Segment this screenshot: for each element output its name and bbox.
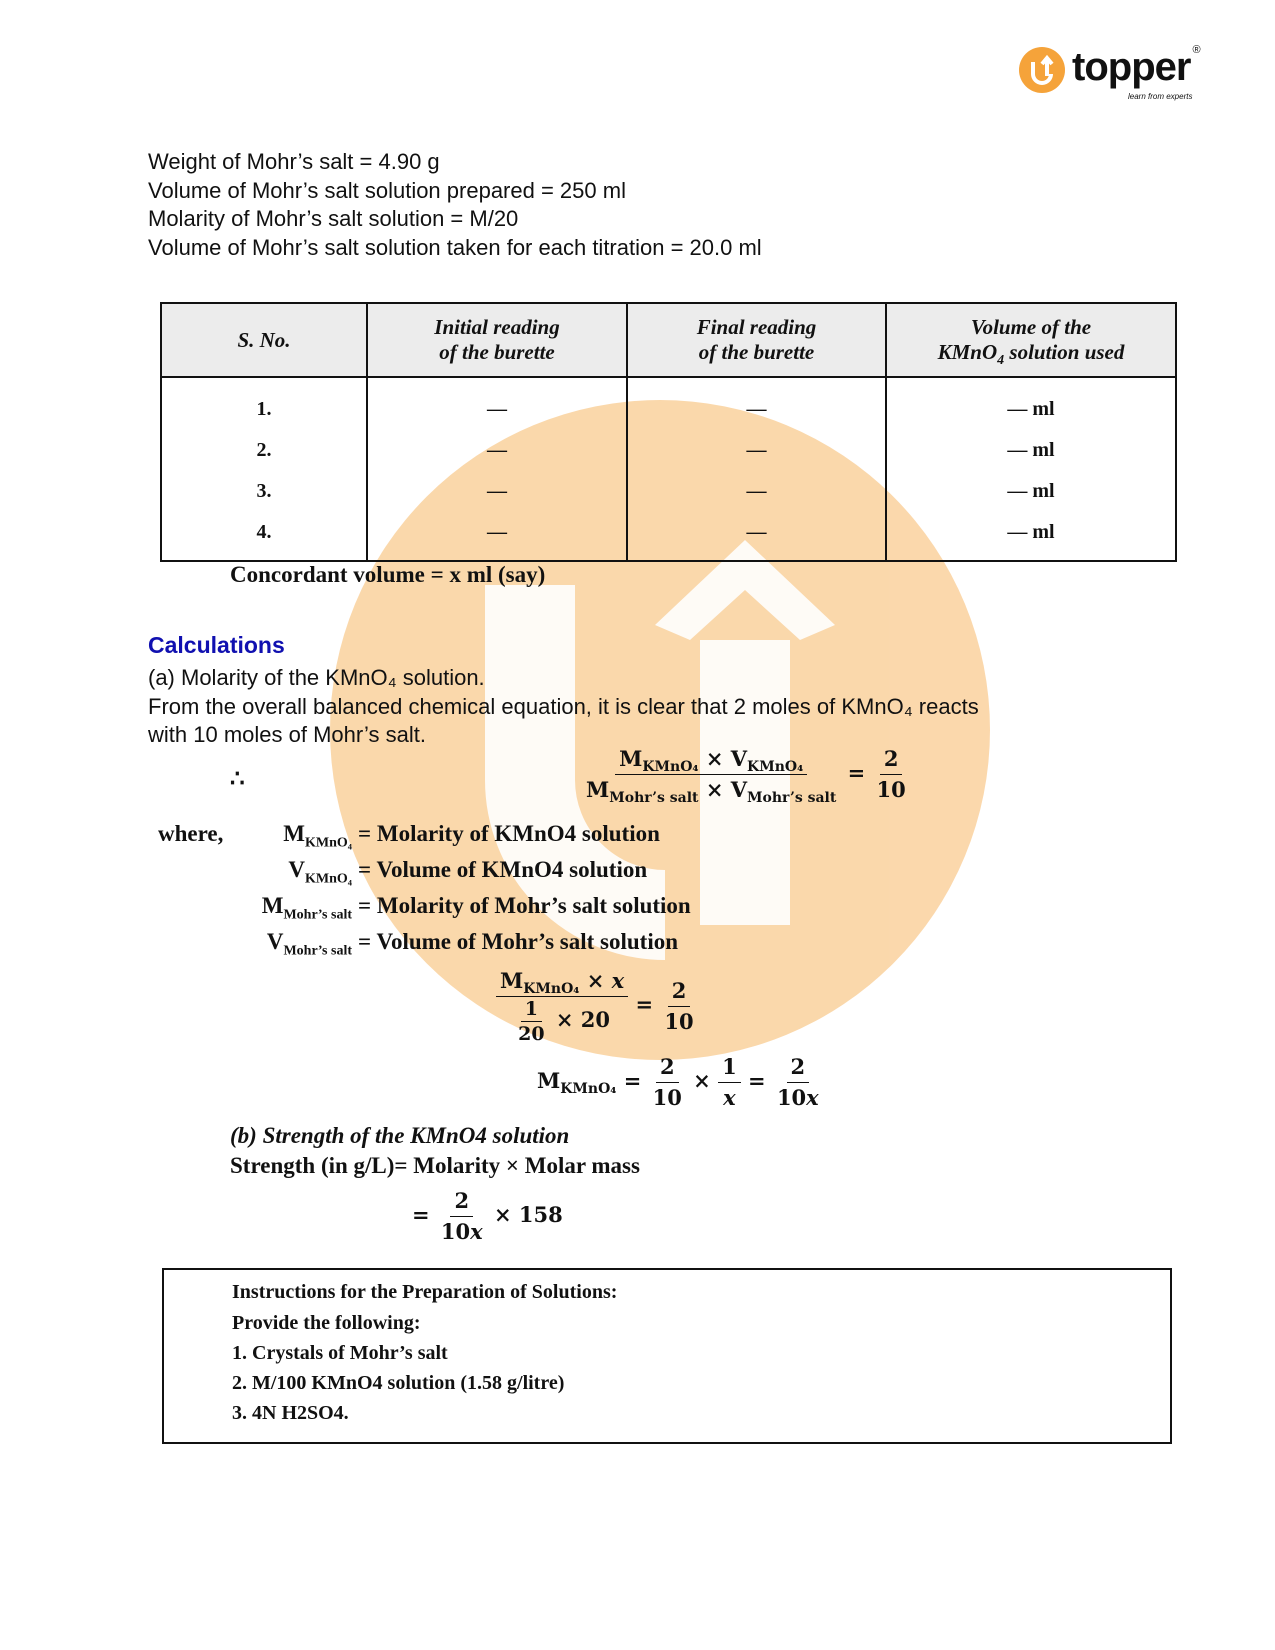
header-final: Final reading of the burette <box>627 303 886 377</box>
table-row <box>161 512 1176 561</box>
def-v-mohr: = Volume of Mohr’s salt solution <box>358 929 679 954</box>
calculations-heading: Calculations <box>148 632 285 658</box>
therefore-symbol: ∴ <box>230 766 245 791</box>
logo-u-icon <box>1018 46 1066 94</box>
table-row <box>161 430 1176 471</box>
cell: — ml <box>886 471 1176 512</box>
part-a-heading: (a) Molarity of the KMnO₄ solution. <box>148 665 485 690</box>
cell: — <box>367 471 627 512</box>
header-sno: S. No. <box>161 303 367 377</box>
explanation-line: From the overall balanced chemical equation, it is clear that 2 moles of KMnO₄ reacts <box>148 693 979 719</box>
given-titration-volume: Volume of Mohr’s salt solution taken for each titration = 20.0 ml <box>148 234 762 260</box>
where-label: where, <box>158 821 224 846</box>
part-b-heading: (b) Strength of the KMnO4 solution <box>230 1123 570 1148</box>
def-m-kmno4: = Molarity of KMnO4 solution <box>358 821 660 846</box>
definitions: $M_{KMnO_4}$ = Molarity of KMnO4 solution $V_{KMnO_4}$ = Volume of KMnO4 solution $M_{Mohr’s salt}$ = Molarity of Mohr’s salt solution $V_{Mohr’s salt}$ = Volume of Mohr’s salt solution <box>212 816 732 960</box>
molarity-equation: $\frac{M_{KMnO_4} \times V_{KMnO_4}}{M_{Mohr’s salt} \times V_{Mohr’s salt}}$ = $\frac{2}{10}$ <box>586 746 906 807</box>
cell: — <box>367 377 627 430</box>
strength-equation: = $\frac{2}{10x}$ × 158 <box>412 1188 563 1244</box>
cell: — ml <box>886 430 1176 471</box>
table-header <box>161 303 1176 377</box>
given-molarity: Molarity of Mohr’s salt solution = M/20 <box>148 206 519 231</box>
explanation-line: with 10 moles of Mohr’s salt. <box>148 722 426 747</box>
result-equation: $M_{KMnO_4}$ = $\frac{2}{10}$ × $\frac{1}{x}$ = $\frac{2}{10x}$ <box>537 1054 819 1110</box>
substituted-equation: $M_{KMnO_4} \times x$ $\frac{1}{20}$ × 20 = $\frac{2}{10}$ <box>496 966 698 1046</box>
cell: — <box>627 512 886 561</box>
concordant-volume: Concordant volume = x ml (say) <box>230 562 546 587</box>
cell: — <box>627 471 886 512</box>
logo-tagline: learn from experts <box>1128 92 1193 101</box>
cell: 4. <box>161 512 367 561</box>
header-initial: Initial reading of the burette <box>367 303 627 377</box>
instruction-item: 2. M/100 KMnO4 solution (1.58 g/litre) <box>232 1372 565 1394</box>
logo-registered: ® <box>1192 44 1201 56</box>
logo-text: topper <box>1072 45 1191 89</box>
given-data <box>148 148 762 262</box>
instruction-item: 1. Crystals of Mohr’s salt <box>232 1342 448 1364</box>
def-v-kmno4: = Volume of KMnO4 solution <box>358 857 648 882</box>
cell: 3. <box>161 471 367 512</box>
strength-formula: Strength (in g/L)= Molarity × Molar mass <box>230 1153 640 1178</box>
table-row <box>161 377 1176 430</box>
cell: — <box>367 430 627 471</box>
table-row <box>161 471 1176 512</box>
cell: — <box>627 377 886 430</box>
cell: 2. <box>161 430 367 471</box>
observation-table <box>160 302 1177 562</box>
instructions-box <box>162 1268 1172 1444</box>
cell: — ml <box>886 512 1176 561</box>
cell: — <box>367 512 627 561</box>
instructions-title: Instructions for the Preparation of Solutions: <box>232 1281 618 1303</box>
header-volume: Volume of the KMnO$_4$ solution used <box>886 303 1176 377</box>
topper-logo <box>1018 44 1218 108</box>
given-volume: Volume of Mohr’s salt solution prepared = 250 ml <box>148 177 626 203</box>
cell: — <box>627 430 886 471</box>
given-weight: Weight of Mohr’s salt = 4.90 g <box>148 149 440 174</box>
def-m-mohr: = Molarity of Mohr’s salt solution <box>358 893 691 918</box>
cell: — ml <box>886 377 1176 430</box>
cell: 1. <box>161 377 367 430</box>
instruction-item: 3. 4N H2SO4. <box>232 1402 349 1424</box>
instructions-intro: Provide the following: <box>232 1312 421 1334</box>
molar-mass: × 158 <box>494 1202 563 1227</box>
